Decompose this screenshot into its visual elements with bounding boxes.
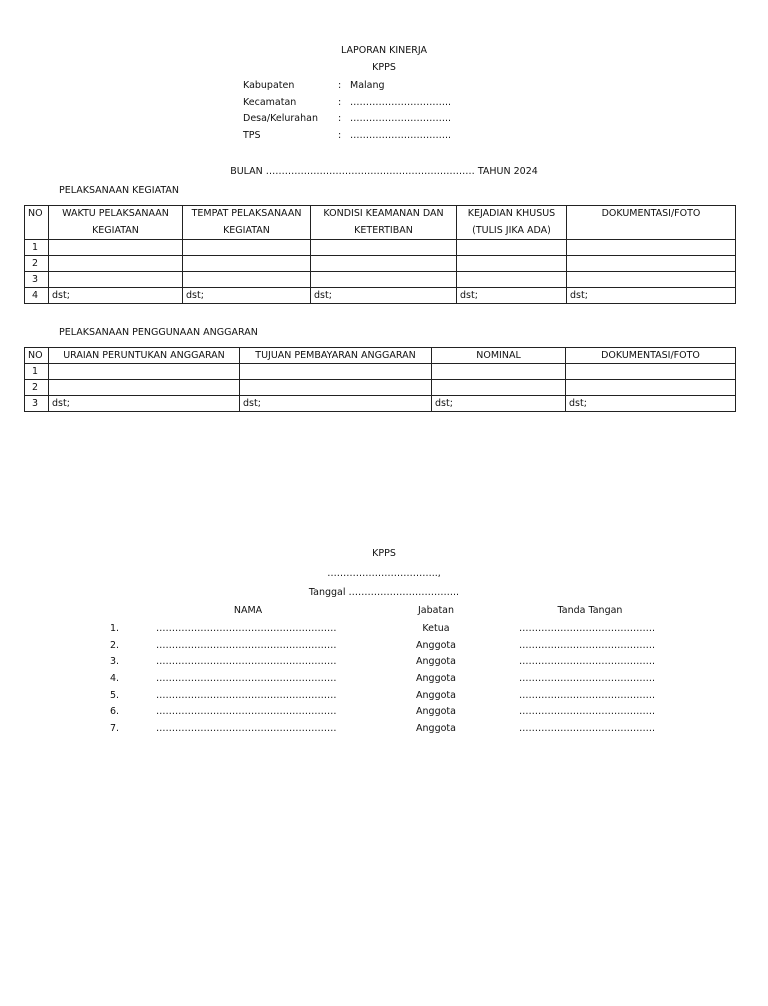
table-cell — [432, 364, 566, 380]
table-cell — [567, 272, 736, 288]
period-line: BULAN ………………………………………………………… TAHUN 2024 — [230, 166, 538, 177]
table-cell — [49, 240, 183, 256]
table-row — [25, 256, 736, 272]
member-name: ………………………………………………… — [156, 723, 337, 734]
anggaran-table — [24, 347, 736, 412]
table-cell: dst; — [432, 396, 566, 412]
field-label-desa: Desa/Kelurahan — [243, 113, 318, 124]
member-name: ………………………………………………… — [156, 623, 337, 634]
member-name: ………………………………………………… — [156, 690, 337, 701]
member-role: Anggota — [416, 673, 456, 684]
table-cell: dst; — [567, 288, 736, 304]
member-sign: ……………………………………. — [519, 706, 656, 717]
table-cell: 3 — [25, 272, 49, 288]
header-cell: TUJUAN PEMBAYARAN ANGGARAN — [240, 348, 432, 364]
member-no: 1. — [110, 623, 120, 634]
member-no: 6. — [110, 706, 120, 717]
table-row — [25, 272, 736, 288]
field-sep: : — [338, 97, 342, 108]
header-cell: DOKUMENTASI/FOTO — [567, 206, 736, 240]
member-sign: ……………………………………. — [519, 690, 656, 701]
member-sign: ……………………………………. — [519, 640, 656, 651]
table-cell — [432, 380, 566, 396]
table-cell — [49, 364, 240, 380]
report-title: LAPORAN KINERJA — [341, 45, 427, 56]
table-cell: 1 — [25, 240, 49, 256]
member-role: Anggota — [416, 640, 456, 651]
table-cell — [457, 272, 567, 288]
field-value-kecamatan: ………………………….. — [350, 97, 452, 108]
header-cell: TEMPAT PELAKSANAAN KEGIATAN — [183, 206, 311, 240]
header-cell: NO — [25, 206, 49, 240]
col-header-role: Jabatan — [417, 605, 455, 616]
table-cell: 3 — [25, 396, 49, 412]
table-cell: dst; — [240, 396, 432, 412]
member-role: Anggota — [416, 706, 456, 717]
member-role: Ketua — [422, 623, 450, 634]
table-cell: dst; — [183, 288, 311, 304]
table-cell: 1 — [25, 364, 49, 380]
header-cell: KONDISI KEAMANAN DAN KETERTIBAN — [311, 206, 457, 240]
member-name: ………………………………………………… — [156, 706, 337, 717]
member-role: Anggota — [416, 723, 456, 734]
report-subtitle: KPPS — [372, 62, 396, 73]
table-cell: dst; — [49, 396, 240, 412]
table-cell — [457, 256, 567, 272]
member-role: Anggota — [416, 656, 456, 667]
table-cell: 2 — [25, 256, 49, 272]
table-cell — [183, 240, 311, 256]
signature-org: KPPS — [372, 548, 396, 559]
field-value-desa: ………………………….. — [350, 113, 452, 124]
member-role: Anggota — [416, 690, 456, 701]
header-cell: NOMINAL — [432, 348, 566, 364]
member-no: 5. — [110, 690, 120, 701]
field-value-tps: ………………………….. — [350, 130, 452, 141]
table-cell — [567, 256, 736, 272]
member-sign: ……………………………………. — [519, 673, 656, 684]
field-value-kabupaten: Malang — [350, 80, 385, 91]
field-label-kecamatan: Kecamatan — [243, 97, 297, 108]
field-label-kabupaten: Kabupaten — [243, 80, 295, 91]
member-name: ………………………………………………… — [156, 640, 337, 651]
table-cell — [567, 240, 736, 256]
table-cell — [566, 380, 736, 396]
field-sep: : — [338, 80, 342, 91]
member-sign: ……………………………………. — [519, 656, 656, 667]
section-title-kegiatan: PELAKSANAAN KEGIATAN — [59, 185, 179, 196]
table-cell: dst; — [311, 288, 457, 304]
member-no: 4. — [110, 673, 120, 684]
col-header-sign: Tanda Tangan — [557, 605, 623, 616]
member-no: 3. — [110, 656, 120, 667]
signature-date: Tanggal …………………………….. — [308, 587, 460, 598]
member-no: 2. — [110, 640, 120, 651]
header-cell: DOKUMENTASI/FOTO — [566, 348, 736, 364]
kegiatan-table — [24, 205, 736, 304]
table-cell — [311, 272, 457, 288]
table-row — [25, 380, 736, 396]
member-no: 7. — [110, 723, 120, 734]
header-cell: NO — [25, 348, 49, 364]
table-row — [25, 288, 736, 304]
table-cell — [311, 256, 457, 272]
table-cell — [183, 272, 311, 288]
header-cell: WAKTU PELAKSANAAN KEGIATAN — [49, 206, 183, 240]
table-cell — [566, 364, 736, 380]
table-cell: 4 — [25, 288, 49, 304]
header-cell: URAIAN PERUNTUKAN ANGGARAN — [49, 348, 240, 364]
col-header-name: NAMA — [233, 605, 263, 616]
table-cell — [311, 240, 457, 256]
table-cell: dst; — [566, 396, 736, 412]
table-row — [25, 396, 736, 412]
field-label-tps: TPS — [243, 130, 261, 141]
member-name: ………………………………………………… — [156, 673, 337, 684]
member-sign: ……………………………………. — [519, 723, 656, 734]
table-row — [25, 364, 736, 380]
table-cell: dst; — [49, 288, 183, 304]
table-cell — [240, 364, 432, 380]
table-header-row — [25, 206, 736, 240]
table-cell — [49, 256, 183, 272]
table-cell — [49, 380, 240, 396]
section-title-anggaran: PELAKSANAAN PENGGUNAAN ANGGARAN — [59, 327, 258, 338]
signature-place: …………………………….., — [327, 568, 441, 579]
table-cell — [49, 272, 183, 288]
member-sign: ……………………………………. — [519, 623, 656, 634]
table-cell — [457, 240, 567, 256]
member-name: ………………………………………………… — [156, 656, 337, 667]
field-sep: : — [338, 130, 342, 141]
table-cell: dst; — [457, 288, 567, 304]
field-sep: : — [338, 113, 342, 124]
table-row — [25, 240, 736, 256]
header-cell: KEJADIAN KHUSUS (TULIS JIKA ADA) — [457, 206, 567, 240]
table-cell — [183, 256, 311, 272]
table-header-row — [25, 348, 736, 364]
table-cell: 2 — [25, 380, 49, 396]
table-cell — [240, 380, 432, 396]
